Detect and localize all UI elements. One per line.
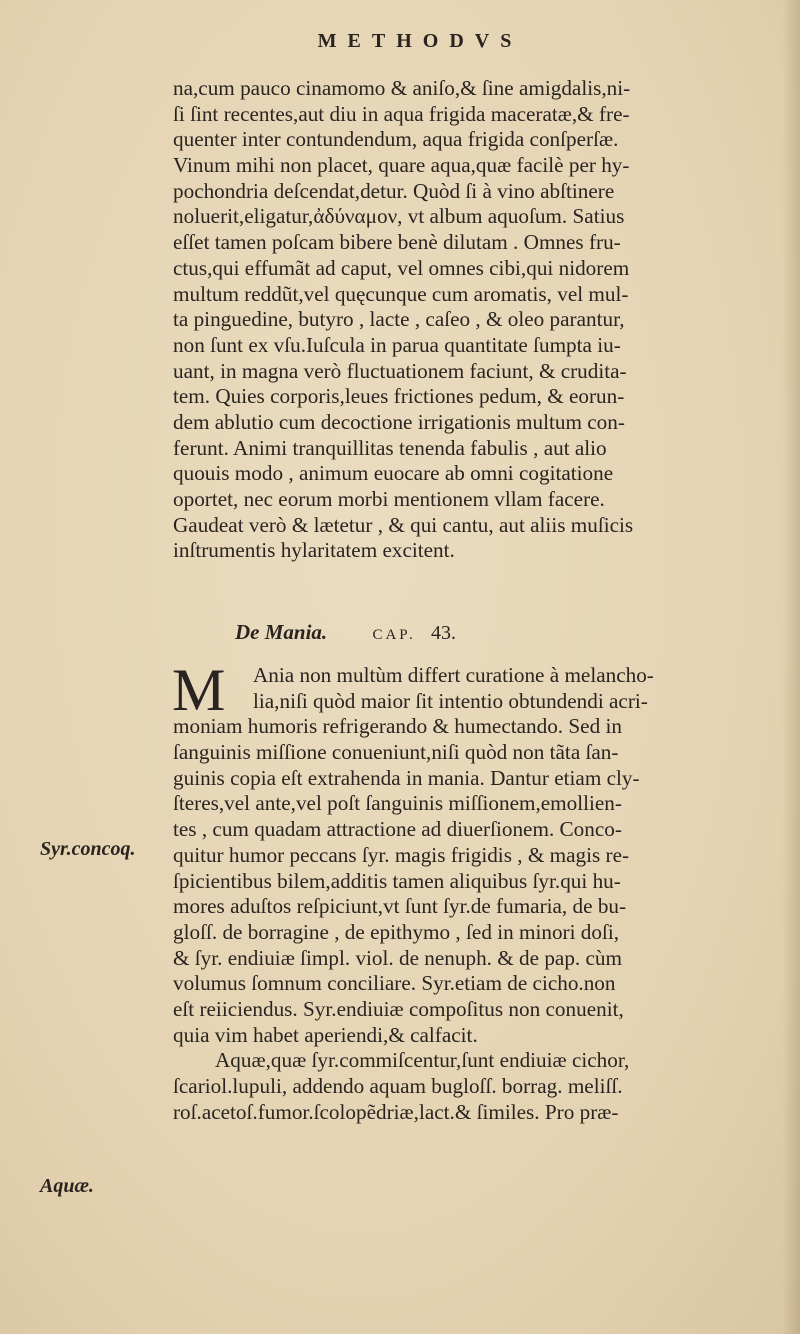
paragraph-block-1 [173, 76, 763, 564]
paragraph-block-2 [172, 657, 763, 1125]
chapter-number: 43. [430, 622, 456, 644]
text-line: ferunt. Animi tranquillitas tenenda fabulis , aut alio [173, 435, 607, 460]
page-edge-shadow [782, 0, 800, 1334]
text-line: uant, in magna verò fluctuationem faciunt, & crudita- [173, 358, 627, 383]
text-line: ſteres,vel ante,vel poſt ſanguinis miſſionem,emollien- [173, 791, 622, 816]
text-line: moniam humoris refrigerando & humectando. Sed in [173, 714, 622, 739]
text-line: mores aduſtos reſpiciunt,vt ſunt ſyr.de fumaria, de bu- [173, 894, 627, 919]
text-line: pochondria deſcendat,detur. Quòd ſi à vino abſtinere [173, 178, 615, 203]
text-line: dem ablutio cum decoctione irrigationis multum con- [173, 409, 625, 434]
text-line: roſ.acetoſ.fumor.ſcolopẽdriæ,lact.& ſimiles. Pro præ- [173, 1099, 619, 1124]
text-line: eſt reiiciendus. Syr.endiuiæ compoſitus non conuenit, [173, 996, 624, 1021]
text-line: Aquæ,quæ ſyr.commiſcentur,ſunt endiuiæ cichor, [215, 1048, 630, 1073]
text-line: lia,niſi quòd maior ſit intentio obtundendi acri- [253, 688, 648, 713]
text-line: multum reddũt,vel quęcunque cum aromatis, vel mul- [173, 281, 629, 306]
text-line: ta pinguedine, butyro , lacte , caſeo , & oleo parantur, [173, 307, 625, 332]
text-line: Gaudeat verò & lætetur , & qui cantu, aut aliis muſicis [173, 512, 634, 537]
text-line: gloſſ. de borragine , de epithymo , ſed in minori doſi, [173, 919, 620, 944]
text-line: noluerit,eligatur,ἀδύναμον, vt album aquoſum. Satius [173, 204, 625, 229]
chapter-cap-label: CAP. [372, 627, 416, 643]
chapter-heading [235, 620, 735, 645]
text-line: tem. Quies corporis,leues frictiones pedum, & eorun- [173, 384, 625, 409]
chapter-title: De Mania. [235, 620, 328, 644]
text-line: tes , cum quadam attractione ad diuerſionem. Conco- [173, 817, 622, 842]
text-line: quenter inter contundendum, aqua frigida conſperſæ. [173, 127, 619, 152]
text-line: guinis copia eſt extrahenda in mania. Dantur etiam cly- [173, 765, 640, 790]
text-line: quouis modo , animum euocare ab omni cogitatione [173, 461, 614, 486]
text-line: volumus ſomnum conciliare. Syr.etiam de cicho.non [173, 971, 616, 996]
marginal-note-syrup: Syr.concoq. [40, 838, 136, 860]
text-line: quia vim habet aperiendi,& calfacit. [173, 1022, 478, 1047]
text-line: na,cum pauco cinamomo & aniſo,& ſine amigdalis,ni- [173, 76, 631, 100]
text-line: ctus,qui effumãt ad caput, vel omnes cibi,qui nidorem [173, 255, 630, 280]
text-line: & ſyr. endiuiæ ſimpl. viol. de nenuph. & de pap. cùm [173, 945, 623, 970]
text-line: quitur humor peccans ſyr. magis frigidis , & magis re- [173, 842, 630, 867]
text-line: ſi ſint recentes,aut diu in aqua frigida maceratæ,& fre- [173, 101, 630, 126]
text-line: Ania non multùm differt curatione à melancho- [253, 663, 654, 687]
text-line: oportet, nec eorum morbi mentionem vllam facere. [173, 487, 605, 511]
running-head: METHODVS [317, 30, 523, 52]
text-line: non ſunt ex vſu.Iuſcula in parua quantitate ſumpta iu- [173, 332, 621, 357]
text-line: ſpicientibus bilem,additis tamen aliquibus ſyr.qui hu- [173, 868, 621, 893]
text-line: ſanguinis miſſione conueniunt,niſi quòd non tãta ſan- [173, 740, 619, 765]
text-line: ſcariol.lupuli, addendo aquam bugloſſ. borrag. meliſſ. [173, 1074, 623, 1098]
text-line: eſſet tamen poſcam bibere benè dilutam . Omnes fru- [173, 230, 621, 255]
marginal-note-waters: Aquæ. [40, 1175, 94, 1197]
text-line: Vinum mihi non placet, quare aqua,quæ facilè per hy- [173, 153, 630, 178]
drop-cap: M [172, 657, 226, 723]
text-line: inſtrumentis hylaritatem excitent. [173, 538, 455, 563]
